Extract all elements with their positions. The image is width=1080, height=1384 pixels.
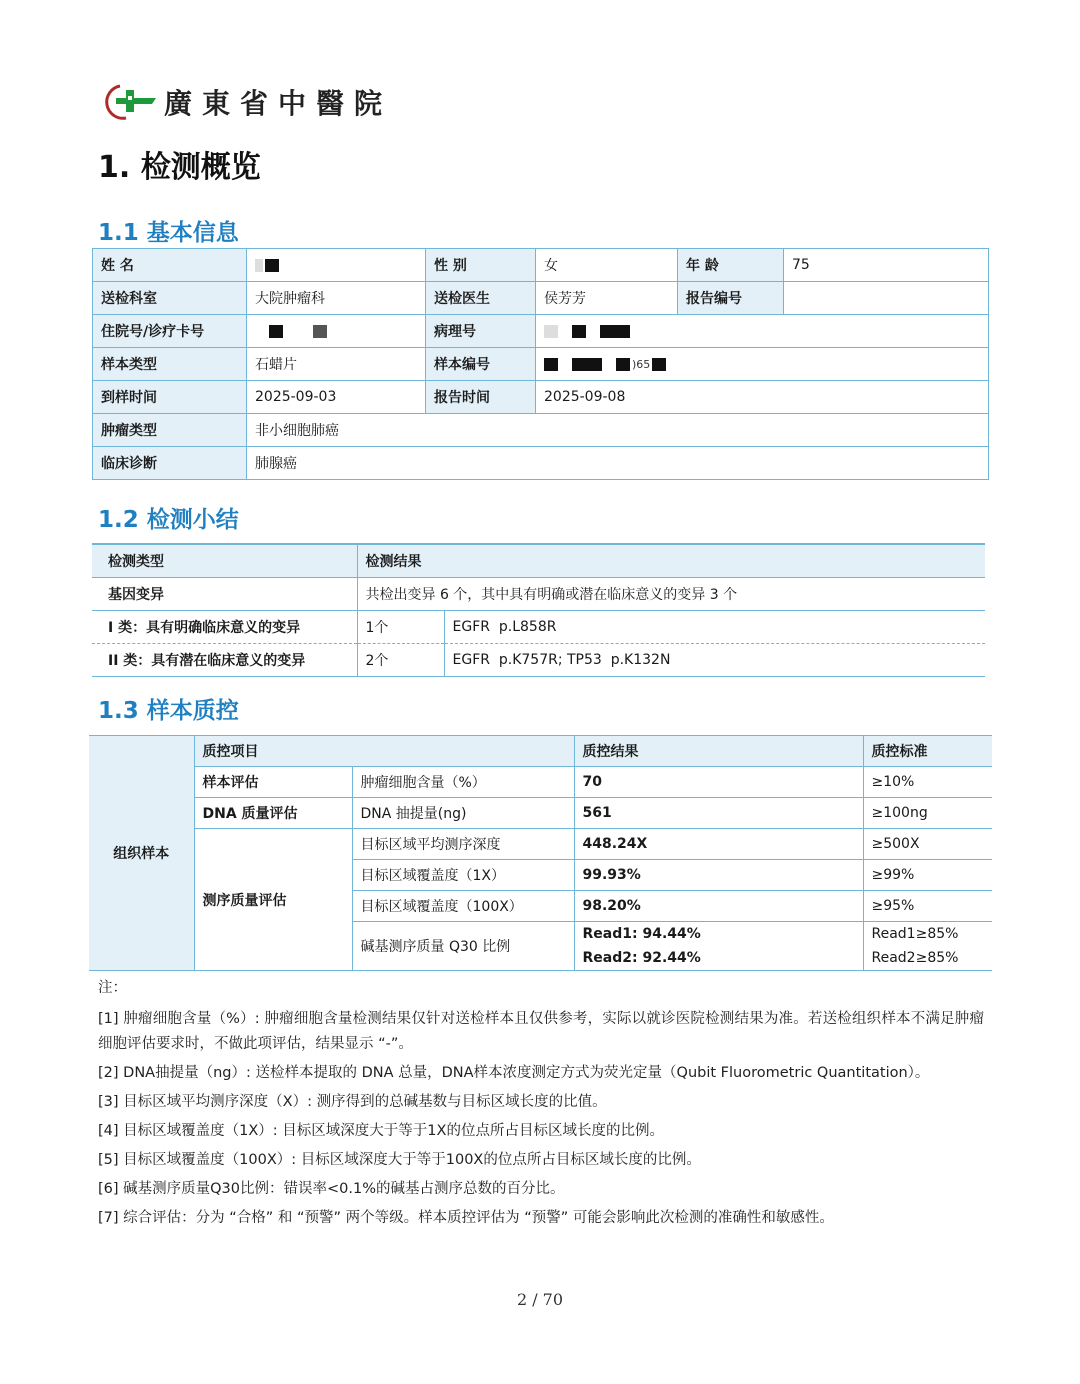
- hospital-name: 廣東省中醫院: [164, 87, 393, 120]
- notes-section: [98, 976, 984, 1235]
- qc-standard-q30: [863, 922, 992, 971]
- table-row: [92, 644, 985, 677]
- qc-table: [89, 735, 992, 971]
- col-result-header: 质控结果: [574, 736, 863, 767]
- basic-info-table: [92, 248, 989, 480]
- name-label: 姓 名: [93, 249, 247, 282]
- arrival-time-value: 2025-09-03: [247, 381, 426, 414]
- tumor-type-value: 非小细胞肺癌: [247, 414, 989, 447]
- col-item-header: 质控项目: [194, 736, 574, 767]
- note-item: [6] 碱基测序质量Q30比例：错误率<0.1%的碱基占测序总数的百分比。: [98, 1181, 565, 1197]
- qc-item: 肿瘤细胞含量（%）: [352, 767, 574, 798]
- gender-value: 女: [536, 249, 678, 282]
- summary-type: 基因变异: [92, 578, 357, 611]
- sample-no-redacted: [536, 348, 989, 381]
- qc-category: 测序质量评估: [194, 829, 352, 971]
- table-header-row: [89, 736, 992, 767]
- table-row: [93, 315, 989, 348]
- page-title: 1. 检测概览: [98, 150, 261, 185]
- qc-result: 99.93%: [574, 860, 863, 891]
- hospital-cross-logo-icon: [102, 82, 158, 122]
- table-row: [93, 447, 989, 480]
- summary-count: 2个: [357, 644, 444, 677]
- department-value: 大院肿瘤科: [247, 282, 426, 315]
- report-time-value: 2025-09-08: [536, 381, 989, 414]
- qc-standard: ≥500X: [863, 829, 992, 860]
- summary-type: II 类：具有潜在临床意义的变异: [92, 644, 357, 677]
- note-item: [7] 综合评估：分为 “合格” 和 “预警” 两个等级。样本质控评估为 “预警” 可能会影响此次检测的准确性和敏感性。: [98, 1210, 834, 1226]
- sample-type-value: 石蜡片: [247, 348, 426, 381]
- qc-category: 样本评估: [194, 767, 352, 798]
- section-heading-basic-info: 1.1 基本信息: [98, 220, 239, 246]
- summary-detail: EGFR p.L858R: [444, 611, 985, 644]
- table-header-row: [92, 544, 985, 578]
- qc-standard-read1: Read1≥85%: [871, 926, 959, 942]
- note-item: [3] 目标区域平均测序深度（X）: 测序得到的总碱基数与目标区域长度的比值。: [98, 1094, 607, 1110]
- qc-standard: ≥100ng: [863, 798, 992, 829]
- qc-item: 目标区域平均测序深度: [352, 829, 574, 860]
- summary-type: I 类：具有明确临床意义的变异: [92, 611, 357, 644]
- name-value-redacted: [247, 249, 426, 282]
- col-standard-header: 质控标准: [863, 736, 992, 767]
- age-value: 75: [784, 249, 989, 282]
- pathology-no-redacted: [536, 315, 989, 348]
- qc-result: 70: [574, 767, 863, 798]
- summary-detail: EGFR p.K757R; TP53 p.K132N: [444, 644, 985, 677]
- qc-standard-read2: Read2≥85%: [871, 950, 959, 966]
- qc-result: 448.24X: [574, 829, 863, 860]
- qc-result-read1: Read1: 94.44%: [582, 926, 701, 942]
- report-time-label: 报告时间: [426, 381, 536, 414]
- qc-result: 561: [574, 798, 863, 829]
- hospital-logo: [102, 82, 392, 122]
- qc-item: DNA 抽提量(ng): [352, 798, 574, 829]
- note-item: [2] DNA抽提量（ng）: 送检样本提取的 DNA 总量，DNA样本浓度测定方式为荧光定量（Qubit Fluorometric Quantitation）。: [98, 1065, 930, 1081]
- col-result-header: 检测结果: [357, 544, 985, 578]
- table-row: [93, 381, 989, 414]
- section-heading-qc: 1.3 样本质控: [98, 698, 239, 724]
- qc-standard: ≥10%: [863, 767, 992, 798]
- notes-title: 注：: [98, 980, 127, 996]
- diagnosis-label: 临床诊断: [93, 447, 247, 480]
- tumor-type-label: 肿瘤类型: [93, 414, 247, 447]
- note-item: [1] 肿瘤细胞含量（%）: 肿瘤细胞含量检测结果仅针对送检样本且仅供参考，实际以就诊医院检测结果为准。若送检组织样本不满足肿瘤细胞评估要求时，不做此项评估，结果显示 “-”。: [98, 1011, 984, 1052]
- report-no-label: 报告编号: [678, 282, 784, 315]
- arrival-time-label: 到样时间: [93, 381, 247, 414]
- inpatient-no-label: 住院号/诊疗卡号: [93, 315, 247, 348]
- col-type-header: 检测类型: [92, 544, 357, 578]
- summary-count: 1个: [357, 611, 444, 644]
- table-row: [92, 611, 985, 644]
- sample-no-fragment: )65: [632, 358, 651, 371]
- qc-item: 目标区域覆盖度（100X）: [352, 891, 574, 922]
- doctor-value: 侯芳芳: [536, 282, 678, 315]
- sample-no-label: 样本编号: [426, 348, 536, 381]
- age-label: 年 龄: [678, 249, 784, 282]
- department-label: 送检科室: [93, 282, 247, 315]
- table-row: [93, 414, 989, 447]
- page-number: 2 / 70: [516, 1290, 564, 1309]
- qc-group-label: 组织样本: [89, 736, 194, 971]
- qc-standard: ≥95%: [863, 891, 992, 922]
- qc-result: 98.20%: [574, 891, 863, 922]
- summary-table: [92, 543, 985, 677]
- qc-item: 目标区域覆盖度（1X）: [352, 860, 574, 891]
- table-row: [89, 829, 992, 860]
- qc-item: 碱基测序质量 Q30 比例: [352, 922, 574, 971]
- section-heading-summary: 1.2 检测小结: [98, 507, 239, 533]
- note-item: [5] 目标区域覆盖度（100X）: 目标区域深度大于等于100X的位点所占目标区域长度的比例。: [98, 1152, 701, 1168]
- table-row: [93, 348, 989, 381]
- qc-standard: ≥99%: [863, 860, 992, 891]
- note-item: [4] 目标区域覆盖度（1X）: 目标区域深度大于等于1X的位点所占目标区域长度的比例。: [98, 1123, 664, 1139]
- sample-type-label: 样本类型: [93, 348, 247, 381]
- table-row: [92, 578, 985, 611]
- qc-result-q30: [574, 922, 863, 971]
- diagnosis-value: 肺腺癌: [247, 447, 989, 480]
- qc-category: DNA 质量评估: [194, 798, 352, 829]
- gender-label: 性 别: [426, 249, 536, 282]
- table-row: [93, 282, 989, 315]
- inpatient-no-redacted: [247, 315, 426, 348]
- report-no-value: [784, 282, 989, 315]
- doctor-label: 送检医生: [426, 282, 536, 315]
- pathology-no-label: 病理号: [426, 315, 536, 348]
- table-row: [93, 249, 989, 282]
- summary-result: 共检出变异 6 个，其中具有明确或潜在临床意义的变异 3 个: [357, 578, 985, 611]
- qc-result-read2: Read2: 92.44%: [582, 950, 701, 966]
- table-row: [89, 798, 992, 829]
- table-row: [89, 767, 992, 798]
